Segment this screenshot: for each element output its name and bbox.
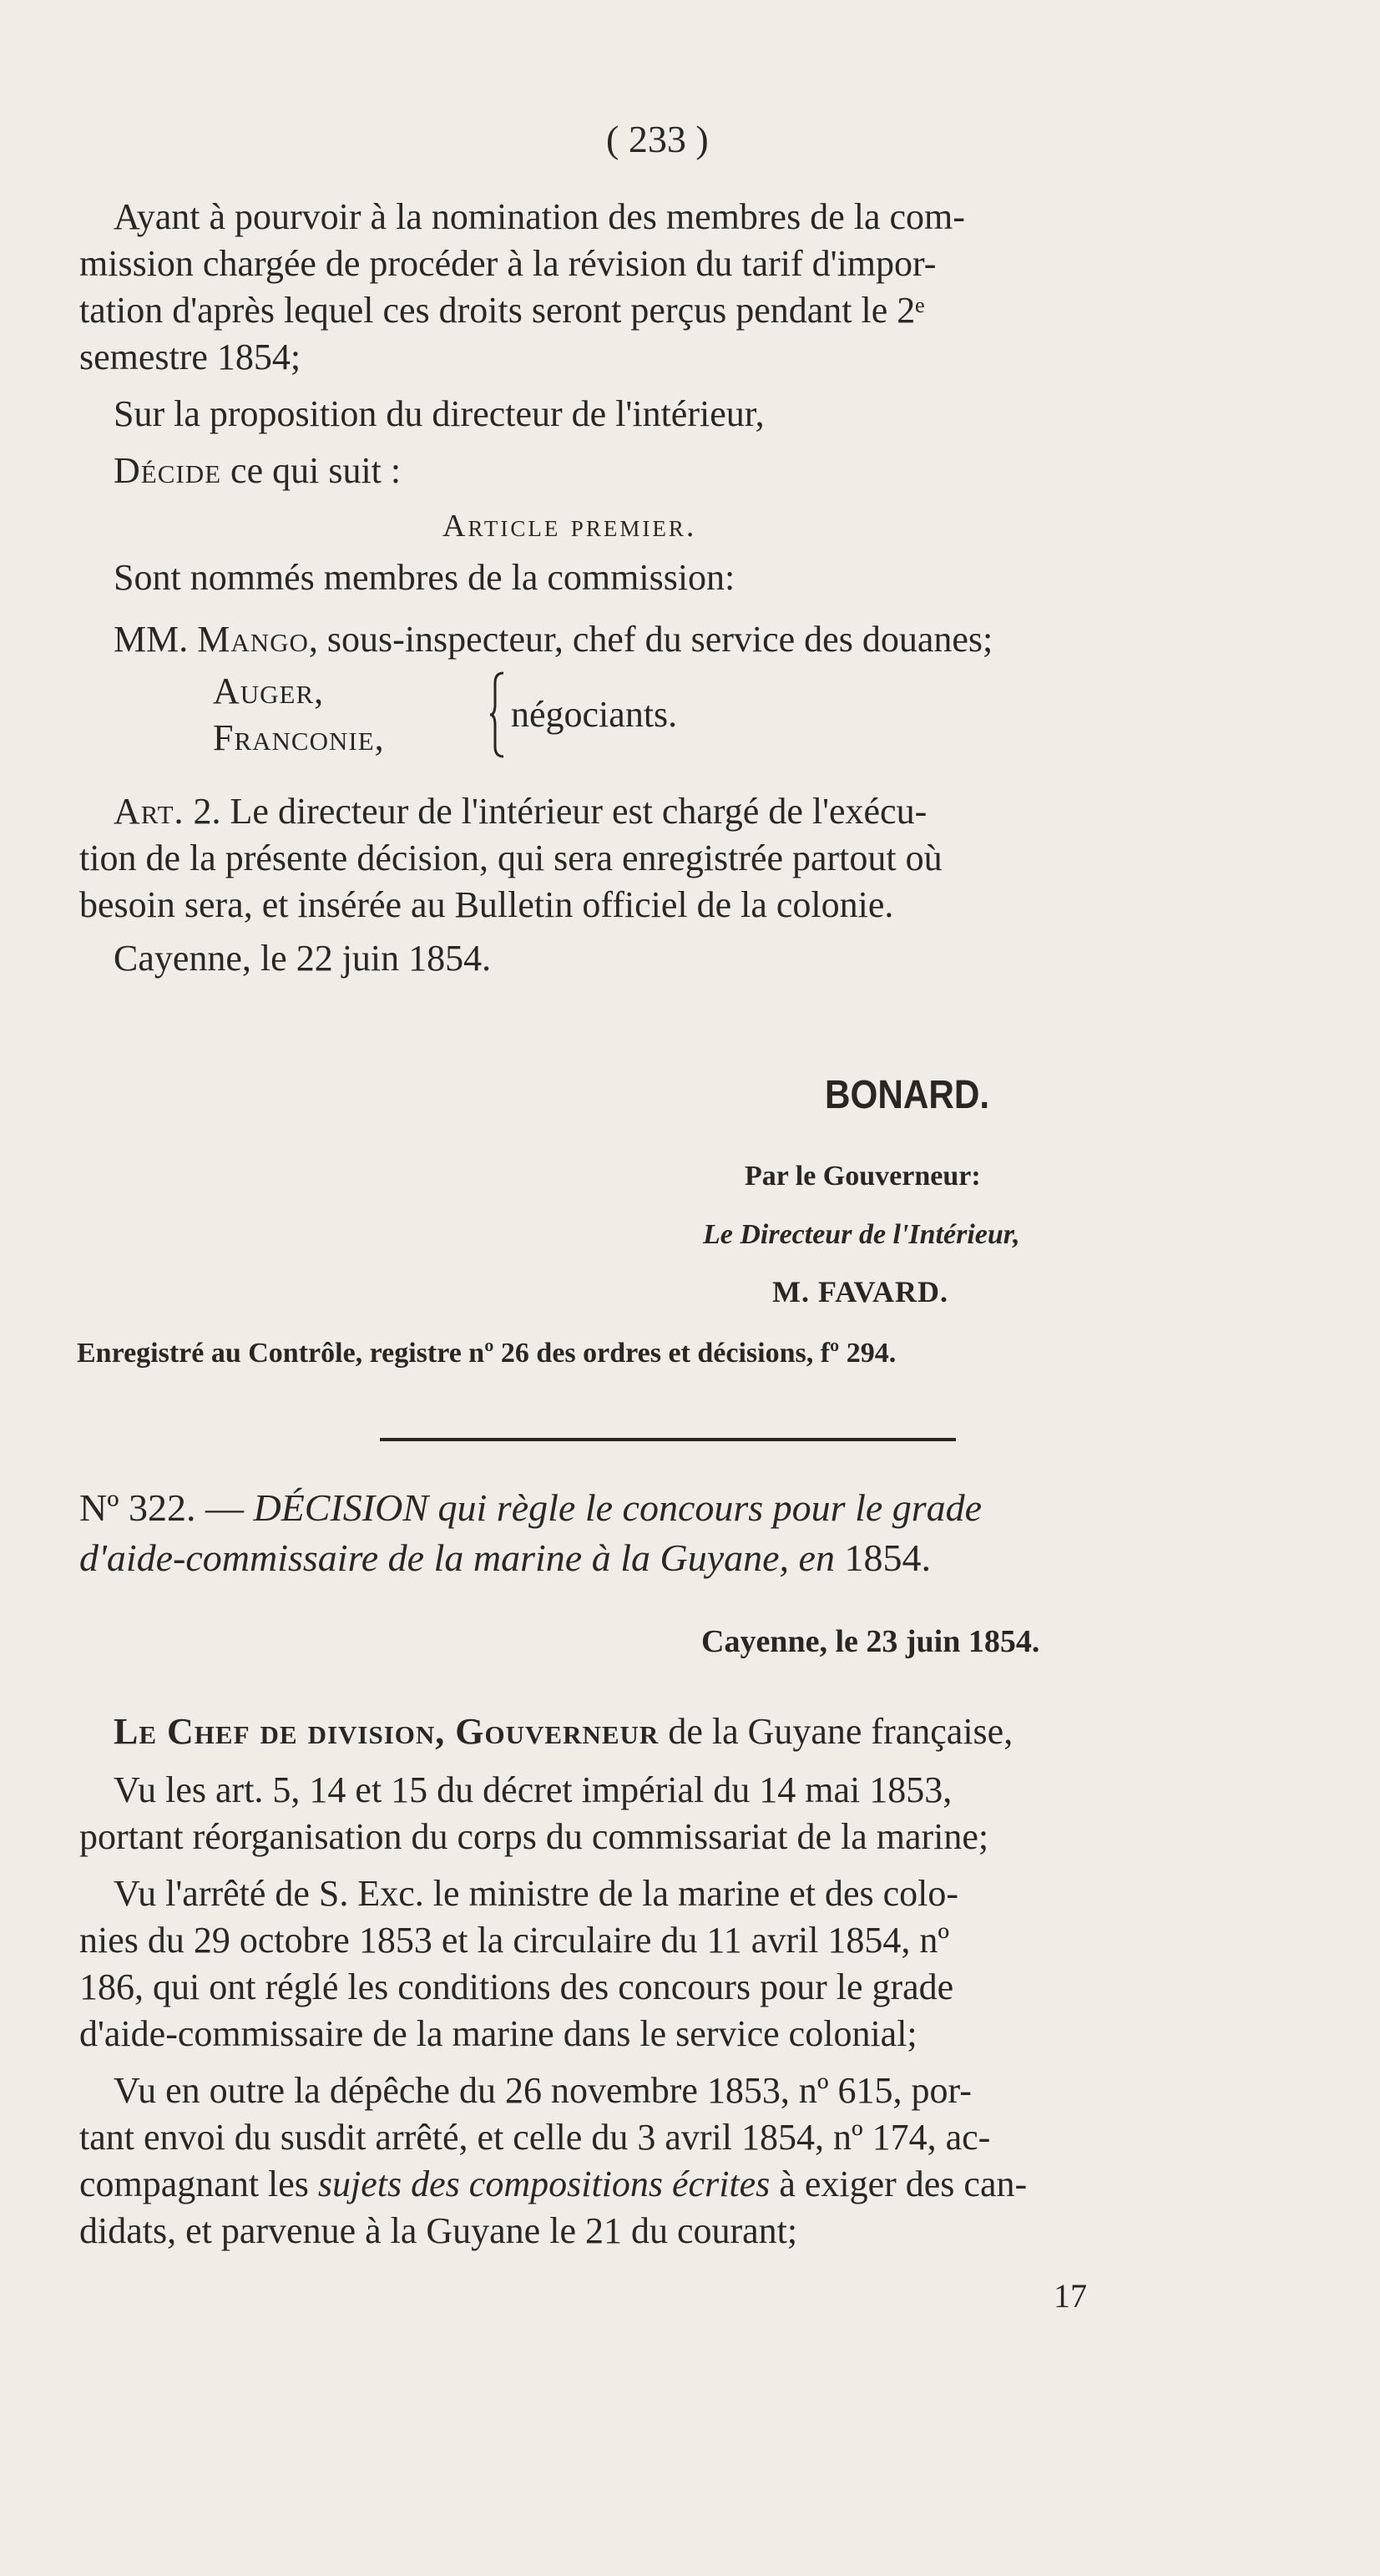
- negociants-label: négociants.: [511, 694, 678, 735]
- paragraph-line: tant envoi du susdit arrêté, et celle du 3 avril 1854, nº 174, ac-: [79, 2117, 991, 2158]
- paragraph-line: didats, et parvenue à la Guyane le 21 du courant;: [79, 2210, 798, 2251]
- paragraph-line: tation d'après lequel ces droits seront perçus pendant le 2ᵉ: [79, 290, 925, 331]
- decide-rest: ce qui suit :: [221, 450, 402, 491]
- mango-rest: , sous-inspecteur, chef du service des douanes;: [308, 619, 993, 660]
- franconie-name: Franconie,: [213, 717, 385, 758]
- place-date: Cayenne, le 23 juin 1854.: [701, 1624, 1040, 1659]
- members-line: Sont nommés membres de la commission:: [114, 557, 735, 598]
- director-name: M. FAVARD.: [772, 1275, 949, 1308]
- vu3-italic: sujets des compositions écrites: [317, 2164, 771, 2204]
- paragraph-line: semestre 1854;: [79, 337, 301, 377]
- art2-text: 2. Le directeur de l'intérieur est chargé de l'exécu-: [184, 791, 928, 832]
- decision-year: 1854.: [834, 1536, 931, 1579]
- paragraph-line: mission chargée de procéder à la révision du tarif d'impor-: [79, 243, 937, 284]
- decision-title: d'aide-commissaire de la marine à la Guyane, en: [79, 1536, 835, 1579]
- paragraph-line: Sur la proposition du directeur de l'intérieur,: [114, 393, 765, 434]
- article-heading: Article premier.: [442, 509, 697, 544]
- paragraph-line: d'aide-commissaire de la marine dans le service colonial;: [79, 2013, 917, 2054]
- art2-line: [114, 788, 927, 835]
- registration-note: Enregistré au Contrôle, registre nº 26 des ordres et décisions, fº 294.: [77, 1338, 897, 1369]
- art2-label: Art.: [114, 791, 185, 832]
- paragraph-line: [79, 2161, 1027, 2208]
- decision-number: Nº 322. —: [79, 1486, 254, 1529]
- paragraph-line: Vu l'arrêté de S. Exc. le ministre de la marine et des colo-: [114, 1873, 959, 1914]
- signature-mark: 17: [1054, 2277, 1087, 2315]
- vu3-text: compagnant les: [79, 2164, 318, 2204]
- place-date: Cayenne, le 22 juin 1854.: [114, 938, 492, 979]
- paragraph-line: 186, qui ont réglé les conditions des concours pour le grade: [79, 1966, 954, 2007]
- mango-name: Mango: [197, 619, 309, 660]
- auger-name: Auger,: [213, 671, 325, 711]
- section-divider: [380, 1438, 956, 1441]
- brace-icon: [488, 671, 507, 762]
- mango-line: [114, 616, 993, 663]
- paragraph-line: besoin sera, et insérée au Bulletin officiel de la colonie.: [79, 884, 894, 925]
- paragraph-line: Vu les art. 5, 14 et 15 du décret impérial du 14 mai 1853,: [114, 1769, 953, 1810]
- decision-title: qui règle le concours pour le grade: [428, 1486, 983, 1529]
- decision-word: DÉCISION: [253, 1486, 429, 1529]
- decide-word: Décide: [114, 450, 222, 491]
- paragraph-line: nies du 29 octobre 1853 et la circulaire du 11 avril 1854, nº: [79, 1920, 950, 1961]
- signatory: BONARD.: [825, 1073, 990, 1117]
- decide-line: [114, 448, 401, 494]
- paragraph-line: tion de la présente décision, qui sera enregistrée partout où: [79, 838, 943, 878]
- mm-prefix: MM.: [114, 619, 198, 660]
- page-number: ( 233 ): [606, 118, 709, 160]
- governor-title: Le Chef de division, Gouverneur: [114, 1711, 660, 1752]
- by-governor: Par le Gouverneur:: [745, 1161, 981, 1192]
- decision-heading-line: [79, 1485, 982, 1531]
- paragraph-line: Ayant à pourvoir à la nomination des membres de la com-: [114, 196, 965, 237]
- vu3-text: à exiger des can-: [770, 2164, 1028, 2204]
- paragraph-line: Vu en outre la dépêche du 26 novembre 1853, nº 615, por-: [114, 2070, 972, 2111]
- governor-line: [114, 1708, 1013, 1755]
- governor-rest: de la Guyane française,: [659, 1711, 1014, 1752]
- decision-heading-line: [79, 1535, 931, 1582]
- director-title: Le Directeur de l'Intérieur,: [703, 1219, 1020, 1250]
- paragraph-line: portant réorganisation du corps du commissariat de la marine;: [79, 1816, 989, 1857]
